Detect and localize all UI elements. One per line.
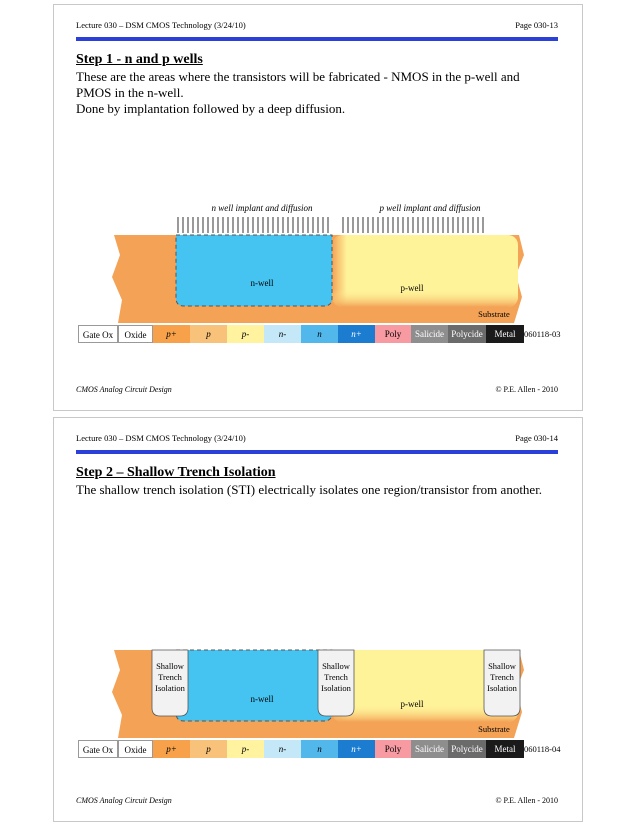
sti-label-left — [155, 661, 185, 693]
legend-p-plus: p+ — [153, 740, 190, 758]
svg-text:Isolation: Isolation — [321, 683, 351, 693]
svg-text:Trench: Trench — [324, 672, 348, 682]
legend-poly: Poly — [375, 740, 411, 758]
header-page: Page 030-13 — [515, 20, 558, 30]
n-well-region — [176, 650, 332, 721]
p-implant-label: p well implant and diffusion — [379, 203, 481, 213]
slide-030-13 — [53, 4, 583, 411]
substrate-label: Substrate — [478, 724, 510, 734]
legend-p: p — [190, 325, 227, 343]
header-lecture: Lecture 030 – DSM CMOS Technology (3/24/10) — [76, 20, 246, 30]
footer-copyright: © P.E. Allen - 2010 — [495, 385, 558, 394]
legend-salicide: Salicide — [411, 325, 448, 343]
legend-n: n — [301, 325, 338, 343]
legend-n: n — [301, 740, 338, 758]
n-implant-label: n well implant and diffusion — [211, 203, 313, 213]
sti-label-right — [487, 661, 517, 693]
n-well-label: n-well — [250, 278, 274, 288]
legend-p-minus: p- — [227, 325, 264, 343]
legend-polycide: Polycide — [448, 740, 486, 758]
body-paragraph-2: Done by implantation followed by a deep diffusion. — [76, 101, 346, 116]
svg-text:Trench: Trench — [158, 672, 182, 682]
figure-code: 060118-03 — [524, 329, 561, 339]
svg-text:Isolation: Isolation — [487, 683, 517, 693]
material-legend — [78, 740, 561, 758]
svg-text:Trench: Trench — [490, 672, 514, 682]
legend-p: p — [190, 740, 227, 758]
legend-gate-ox: Gate Ox — [78, 325, 118, 343]
footer-course: CMOS Analog Circuit Design — [76, 796, 172, 805]
svg-text:Shallow: Shallow — [488, 661, 516, 671]
n-well-region — [176, 235, 332, 306]
legend-salicide: Salicide — [411, 740, 448, 758]
legend-metal: Metal — [486, 740, 524, 758]
legend-n-minus: n- — [264, 325, 301, 343]
substrate-label: Substrate — [478, 309, 510, 319]
figure-code: 060118-04 — [524, 744, 561, 754]
header-page: Page 030-14 — [515, 433, 558, 443]
svg-text:Shallow: Shallow — [322, 661, 350, 671]
svg-text:Shallow: Shallow — [156, 661, 184, 671]
legend-n-plus: n+ — [338, 325, 375, 343]
legend-n-minus: n- — [264, 740, 301, 758]
body-paragraph-1: The shallow trench isolation (STI) electrically isolates one region/transistor from another. — [76, 482, 543, 497]
legend-oxide: Oxide — [118, 325, 153, 343]
body-paragraph-1: These are the areas where the transistors will be fabricated - NMOS in the p-well and PMOS in the n-well. — [76, 69, 520, 100]
header-lecture: Lecture 030 – DSM CMOS Technology (3/24/10) — [76, 433, 246, 443]
p-well-label: p-well — [400, 283, 424, 293]
legend-p-plus: p+ — [153, 325, 190, 343]
n-implant-arrows — [178, 217, 328, 233]
step-title: Step 1 - n and p wells — [76, 52, 203, 67]
footer-course: CMOS Analog Circuit Design — [76, 385, 172, 394]
svg-text:Isolation: Isolation — [155, 683, 185, 693]
material-legend — [78, 325, 561, 343]
legend-p-minus: p- — [227, 740, 264, 758]
legend-n-plus: n+ — [338, 740, 375, 758]
slide-030-14 — [53, 417, 583, 822]
legend-gate-ox: Gate Ox — [78, 740, 118, 758]
legend-metal: Metal — [486, 325, 524, 343]
p-well-label: p-well — [400, 699, 424, 709]
legend-oxide: Oxide — [118, 740, 153, 758]
legend-poly: Poly — [375, 325, 411, 343]
sti-label-middle — [321, 661, 351, 693]
step-title: Step 2 – Shallow Trench Isolation — [76, 465, 276, 480]
n-well-label: n-well — [250, 694, 274, 704]
footer-copyright: © P.E. Allen - 2010 — [495, 796, 558, 805]
p-implant-arrows — [343, 217, 483, 233]
wells-cross-section-diagram — [54, 5, 584, 412]
sti-cross-section-diagram — [54, 418, 584, 823]
legend-polycide: Polycide — [448, 325, 486, 343]
